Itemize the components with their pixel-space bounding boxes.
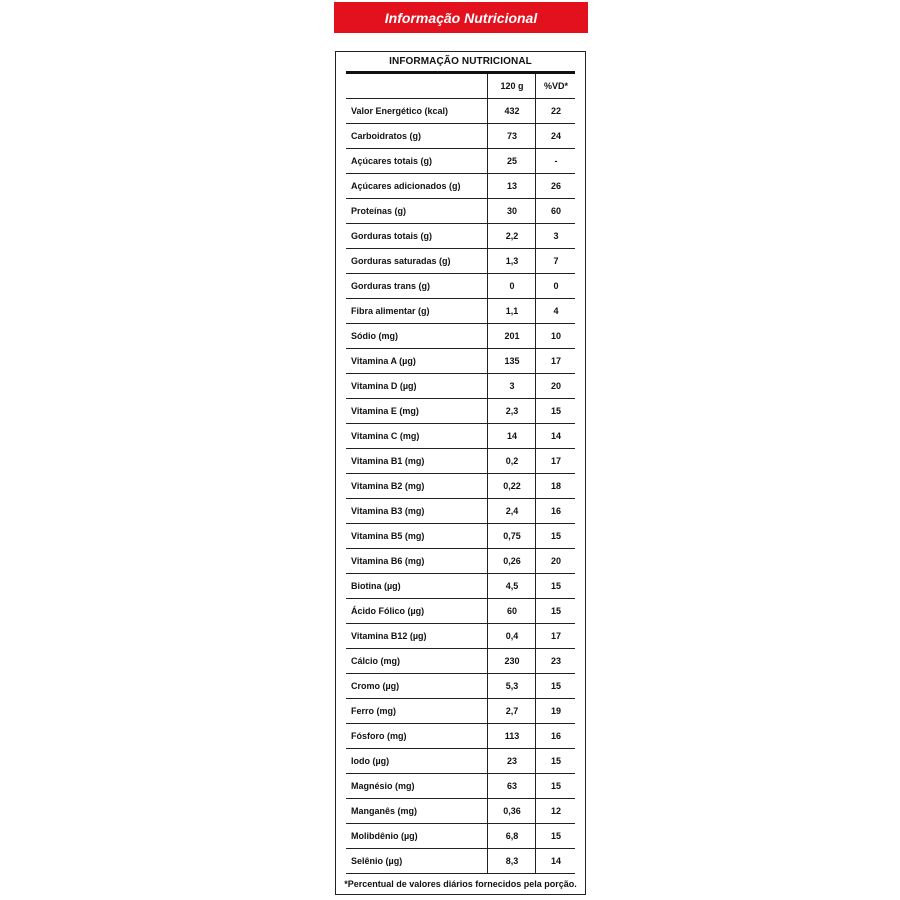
nutrient-daily-value: 12 bbox=[535, 799, 576, 823]
nutrient-amount: 113 bbox=[487, 724, 536, 748]
nutrient-name: Vitamina B2 (mg) bbox=[351, 481, 425, 491]
nutrient-amount: 135 bbox=[487, 349, 536, 373]
nutrient-name: Proteínas (g) bbox=[351, 206, 407, 216]
nutrient-daily-value: 18 bbox=[535, 474, 576, 498]
nutrient-daily-value: 15 bbox=[535, 749, 576, 773]
nutrient-name: Vitamina C (mg) bbox=[351, 431, 420, 441]
nutrient-amount: 30 bbox=[487, 199, 536, 223]
footnote: *Percentual de valores diários fornecidos pela porção. bbox=[344, 879, 577, 889]
nutrient-name: Vitamina B3 (mg) bbox=[351, 506, 425, 516]
nutrient-daily-value: 16 bbox=[535, 499, 576, 523]
nutrient-name: Açúcares totais (g) bbox=[351, 156, 433, 166]
nutrient-name: Molibdênio (µg) bbox=[351, 831, 418, 841]
nutrient-daily-value: 15 bbox=[535, 599, 576, 623]
nutrition-table bbox=[335, 51, 586, 895]
nutrient-name: Sódio (mg) bbox=[351, 331, 398, 341]
nutrient-amount: 23 bbox=[487, 749, 536, 773]
nutrient-name: Fibra alimentar (g) bbox=[351, 306, 430, 316]
nutrient-name: Iodo (µg) bbox=[351, 756, 390, 766]
nutrient-amount: 63 bbox=[487, 774, 536, 798]
nutrient-daily-value: - bbox=[535, 149, 576, 173]
nutrient-daily-value: 17 bbox=[535, 624, 576, 648]
nutrient-name: Vitamina B6 (mg) bbox=[351, 556, 425, 566]
nutrient-name: Valor Energético (kcal) bbox=[351, 106, 449, 116]
table-row bbox=[346, 799, 575, 824]
nutrient-daily-value: 3 bbox=[535, 224, 576, 248]
nutrient-name: Vitamina B1 (mg) bbox=[351, 456, 425, 466]
table-row bbox=[346, 549, 575, 574]
nutrient-daily-value: 4 bbox=[535, 299, 576, 323]
nutrient-daily-value: 19 bbox=[535, 699, 576, 723]
nutrient-daily-value: 15 bbox=[535, 524, 576, 548]
table-row bbox=[346, 399, 575, 424]
nutrient-name: Açúcares adicionados (g) bbox=[351, 181, 461, 191]
table-row bbox=[346, 374, 575, 399]
nutrient-amount: 8,3 bbox=[487, 849, 536, 873]
table-row bbox=[346, 424, 575, 449]
table-header-row bbox=[346, 74, 575, 99]
table-row bbox=[346, 474, 575, 499]
nutrient-daily-value: 22 bbox=[535, 99, 576, 123]
nutrient-daily-value: 26 bbox=[535, 174, 576, 198]
nutrient-amount: 1,1 bbox=[487, 299, 536, 323]
table-row bbox=[346, 774, 575, 799]
nutrient-daily-value: 7 bbox=[535, 249, 576, 273]
nutrient-daily-value: 24 bbox=[535, 124, 576, 148]
nutrient-daily-value: 23 bbox=[535, 649, 576, 673]
nutrient-amount: 0,2 bbox=[487, 449, 536, 473]
nutrient-name: Biotina (µg) bbox=[351, 581, 401, 591]
table-row bbox=[346, 274, 575, 299]
table-row bbox=[346, 699, 575, 724]
nutrient-daily-value: 15 bbox=[535, 774, 576, 798]
nutrient-name: Fósforo (mg) bbox=[351, 731, 407, 741]
nutrient-daily-value: 60 bbox=[535, 199, 576, 223]
nutrient-name: Cálcio (mg) bbox=[351, 656, 401, 666]
nutrient-name: Vitamina A (µg) bbox=[351, 356, 416, 366]
nutrient-daily-value: 16 bbox=[535, 724, 576, 748]
nutrient-daily-value: 15 bbox=[535, 399, 576, 423]
nutrient-amount: 2,7 bbox=[487, 699, 536, 723]
nutrient-amount: 25 bbox=[487, 149, 536, 173]
nutrient-amount: 2,4 bbox=[487, 499, 536, 523]
table-row bbox=[346, 199, 575, 224]
header-banner bbox=[334, 2, 588, 33]
table-row bbox=[346, 599, 575, 624]
nutrient-amount: 0,4 bbox=[487, 624, 536, 648]
nutrient-name: Selênio (µg) bbox=[351, 856, 403, 866]
header-vd-cell: %VD* bbox=[535, 74, 576, 98]
nutrient-name: Vitamina B5 (mg) bbox=[351, 531, 425, 541]
nutrient-amount: 14 bbox=[487, 424, 536, 448]
nutrient-amount: 432 bbox=[487, 99, 536, 123]
nutrient-daily-value: 20 bbox=[535, 549, 576, 573]
table-row bbox=[346, 124, 575, 149]
nutrient-amount: 0,26 bbox=[487, 549, 536, 573]
nutrient-daily-value: 0 bbox=[535, 274, 576, 298]
table-row bbox=[346, 324, 575, 349]
nutrient-amount: 5,3 bbox=[487, 674, 536, 698]
nutrient-name: Ácido Fólico (µg) bbox=[351, 606, 425, 616]
table-row bbox=[346, 649, 575, 674]
table-row bbox=[346, 624, 575, 649]
table-row bbox=[346, 674, 575, 699]
table-row bbox=[346, 99, 575, 124]
nutrient-name: Gorduras totais (g) bbox=[351, 231, 433, 241]
nutrient-name: Manganês (mg) bbox=[351, 806, 418, 816]
nutrient-amount: 0 bbox=[487, 274, 536, 298]
nutrient-amount: 60 bbox=[487, 599, 536, 623]
nutrient-amount: 2,3 bbox=[487, 399, 536, 423]
banner-title: Informação Nutricional bbox=[384, 9, 538, 26]
nutrient-name: Gorduras trans (g) bbox=[351, 281, 431, 291]
nutrient-name: Magnésio (mg) bbox=[351, 781, 415, 791]
nutrient-amount: 73 bbox=[487, 124, 536, 148]
nutrient-daily-value: 17 bbox=[535, 349, 576, 373]
nutrient-amount: 230 bbox=[487, 649, 536, 673]
nutrient-name: Gorduras saturadas (g) bbox=[351, 256, 451, 266]
table-row bbox=[346, 249, 575, 274]
table-row bbox=[346, 449, 575, 474]
nutrient-amount: 4,5 bbox=[487, 574, 536, 598]
nutrient-daily-value: 17 bbox=[535, 449, 576, 473]
nutrient-name: Ferro (mg) bbox=[351, 706, 396, 716]
table-row bbox=[346, 349, 575, 374]
table-row bbox=[346, 224, 575, 249]
nutrient-name: Vitamina D (µg) bbox=[351, 381, 417, 391]
nutrient-daily-value: 14 bbox=[535, 849, 576, 873]
nutrient-amount: 1,3 bbox=[487, 249, 536, 273]
nutrient-amount: 13 bbox=[487, 174, 536, 198]
header-serving-cell: 120 g bbox=[487, 74, 536, 98]
table-row bbox=[346, 574, 575, 599]
nutrient-name: Cromo (µg) bbox=[351, 681, 400, 691]
table-row bbox=[346, 499, 575, 524]
nutrient-daily-value: 15 bbox=[535, 824, 576, 848]
nutrient-amount: 3 bbox=[487, 374, 536, 398]
table-row bbox=[346, 749, 575, 774]
nutrient-daily-value: 15 bbox=[535, 574, 576, 598]
nutrient-daily-value: 10 bbox=[535, 324, 576, 348]
nutrient-daily-value: 15 bbox=[535, 674, 576, 698]
table-row bbox=[346, 299, 575, 324]
table-row bbox=[346, 149, 575, 174]
nutrient-daily-value: 20 bbox=[535, 374, 576, 398]
table-title: INFORMAÇÃO NUTRICIONAL bbox=[389, 56, 532, 67]
nutrient-name: Vitamina B12 (µg) bbox=[351, 631, 427, 641]
nutrient-amount: 0,36 bbox=[487, 799, 536, 823]
nutrient-name: Carboidratos (g) bbox=[351, 131, 422, 141]
nutrient-name: Vitamina E (mg) bbox=[351, 406, 419, 416]
table-row bbox=[346, 849, 575, 874]
table-row bbox=[346, 724, 575, 749]
nutrient-amount: 0,22 bbox=[487, 474, 536, 498]
table-row bbox=[346, 524, 575, 549]
nutrient-daily-value: 14 bbox=[535, 424, 576, 448]
nutrient-amount: 2,2 bbox=[487, 224, 536, 248]
nutrient-amount: 201 bbox=[487, 324, 536, 348]
table-row bbox=[346, 174, 575, 199]
table-row bbox=[346, 824, 575, 849]
nutrient-amount: 6,8 bbox=[487, 824, 536, 848]
nutrient-amount: 0,75 bbox=[487, 524, 536, 548]
